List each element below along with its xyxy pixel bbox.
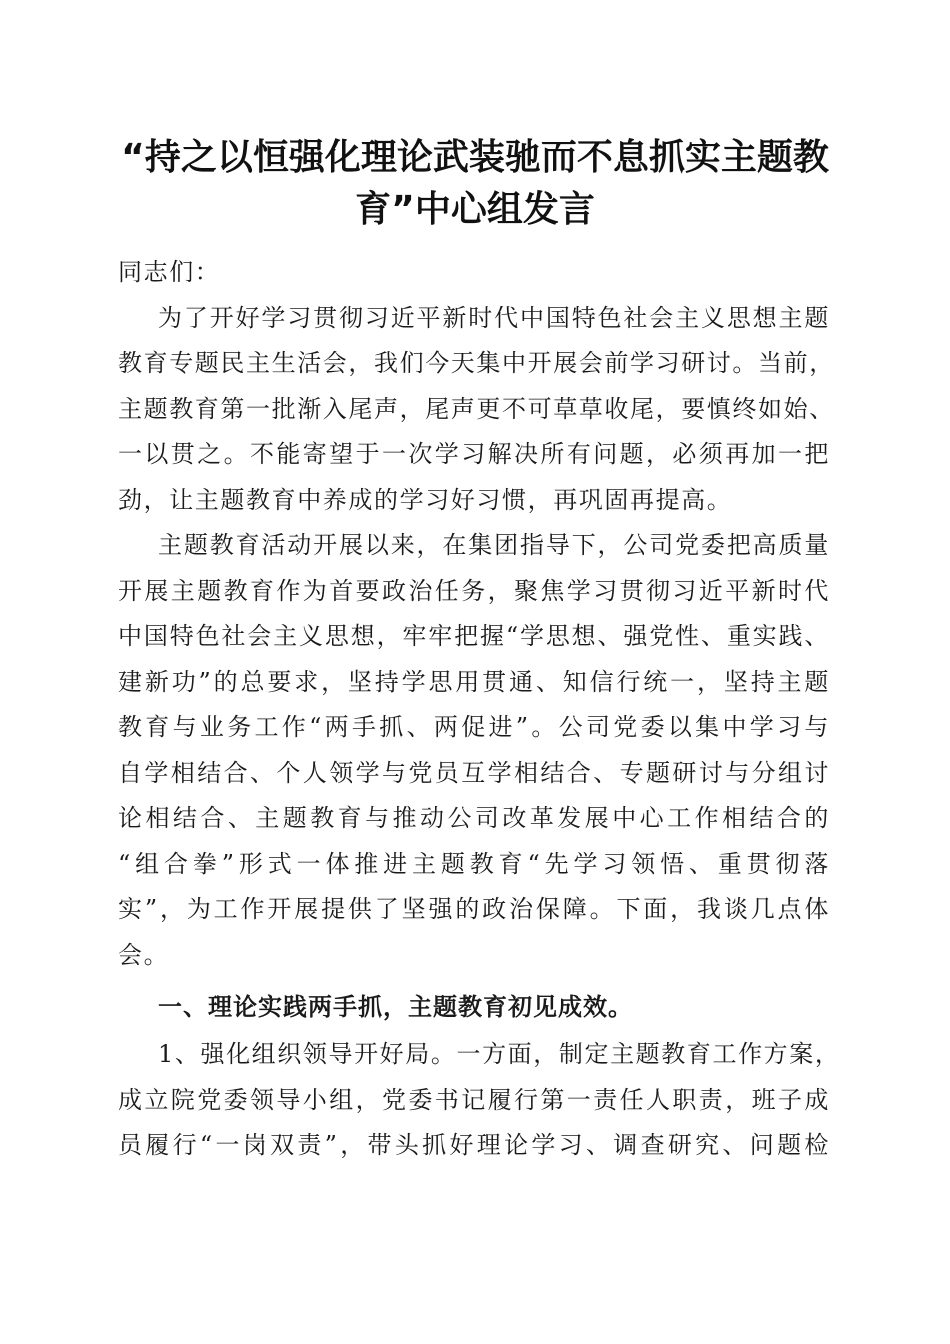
section-heading-1: 一、理论实践两手抓，主题教育初见成效。 xyxy=(158,993,633,1021)
title-line-1: “持之以恒强化理论武装驰而不息抓实主题教 xyxy=(121,137,829,178)
salutation: 同志们： xyxy=(118,258,221,286)
paragraph-2-line-10: 会。 xyxy=(118,940,170,969)
paragraph-1-line-4: 一以贯之。不能寄望于一次学习解决所有问题，必须再加一把 xyxy=(118,440,830,468)
paragraph-2-line-8: “组合拳”形式一体推进主题教育“先学习领悟、重贯彻落 xyxy=(118,849,830,878)
document-title xyxy=(100,132,850,236)
paragraph-2-line-2: 开展主题教育作为首要政治任务，聚焦学习贯彻习近平新时代 xyxy=(118,576,830,605)
paragraph-3-line-2: 成立院党委领导小组，党委书记履行第一责任人职责，班子成 xyxy=(118,1085,830,1114)
paragraph-2-line-6: 自学相结合、个人领学与党员互学相结合、专题研讨与分组讨 xyxy=(118,758,830,787)
paragraph-1-line-2: 教育专题民主生活会，我们今天集中开展会前学习研讨。当前， xyxy=(118,349,835,377)
paragraph-2-line-7: 论相结合、主题教育与推动公司改革发展中心工作相结合的 xyxy=(118,804,830,832)
title-line-2: 育”中心组发言 xyxy=(355,189,595,230)
paragraph-3-line-1: 1、强化组织领导开好局。一方面，制定主题教育工作方案， xyxy=(158,1040,841,1068)
paragraph-3-line-3: 员履行“一岗双责”，带头抓好理论学习、调查研究、问题检 xyxy=(118,1131,830,1159)
paragraph-1-line-3: 主题教育第一批渐入尾声，尾声更不可草草收尾，要慎终如始、 xyxy=(118,394,835,423)
paragraph-2-line-1: 主题教育活动开展以来，在集团指导下，公司党委把高质量 xyxy=(158,531,830,559)
document-body xyxy=(118,250,841,1169)
paragraph-1-line-1: 为了开好学习贯彻习近平新时代中国特色社会主义思想主题 xyxy=(158,303,830,332)
paragraph-2-line-4: 建新功”的总要求，坚持学思用贯通、知信行统一，坚持主题 xyxy=(118,667,830,696)
paragraph-2-line-9: 实”，为工作开展提供了坚强的政治保障。下面，我谈几点体 xyxy=(118,895,830,923)
paragraph-1-line-5: 劲，让主题教育中养成的学习好习惯，再巩固再提高。 xyxy=(118,485,733,514)
paragraph-2-line-3: 中国特色社会主义思想，牢牢把握“学思想、强党性、重实践、 xyxy=(118,622,830,650)
paragraph-2-line-5: 教育与业务工作“两手抓、两促进”。公司党委以集中学习与 xyxy=(118,713,830,741)
